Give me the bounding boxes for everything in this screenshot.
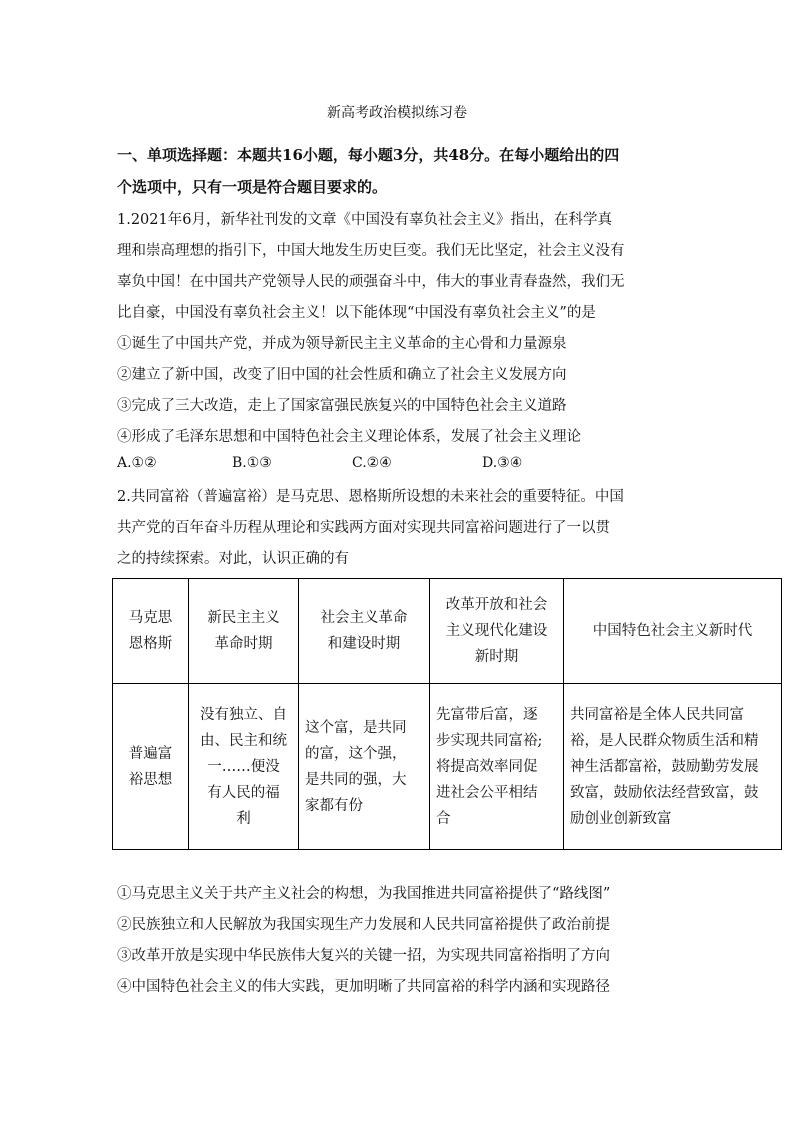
- q1-stem-line-2: 理和崇高理想的指引下，中国大地发生历史巨变。我们无比坚定，社会主义没有: [117, 243, 625, 259]
- row-cell-common-prosperity-idea: 普遍富 裕思想: [113, 684, 189, 850]
- q1-option-a: A.①②: [117, 455, 157, 471]
- q1-option-b: B.①③: [232, 455, 272, 471]
- table-row: [113, 684, 782, 850]
- q1-stem-line-1: 1.2021年6月，新华社刊发的文章《中国没有辜负社会主义》指出，在科学真: [117, 212, 612, 228]
- q1-statement-1: ①诞生了中国共产党，并成为领导新民主主义革命的主心骨和力量源泉: [117, 336, 567, 352]
- q2-statement-1: ①马克思主义关于共产主义社会的构想，为我国推进共同富裕提供了“路线图”: [117, 886, 611, 902]
- row-cell-new-democratic: 没有独立、自 由、民主和统 一……便没 有人民的福 利: [189, 684, 299, 850]
- header-cell-new-democratic: 新民主主义 革命时期: [189, 579, 299, 684]
- q1-stem-line-4: 比自豪，中国没有辜负社会主义！以下能体现“中国没有辜负社会主义”的是: [117, 305, 596, 321]
- section-heading-line-2: 个选项中，只有一项是符合题目要求的。: [117, 178, 388, 196]
- exam-title: 新高考政治模拟练习卷: [327, 105, 467, 121]
- section-heading-line-1: 一、单项选择题：本题共16小题，每小题3分，共48分。在每小题给出的四: [117, 146, 620, 164]
- q1-statement-3: ③完成了三大改造，走上了国家富强民族复兴的中国特色社会主义道路: [117, 398, 567, 414]
- q1-statement-4: ④形成了毛泽东思想和中国特色社会主义理论体系，发展了社会主义理论: [117, 429, 581, 445]
- q2-statement-3: ③改革开放是实现中华民族伟大复兴的关键一招，为实现共同富裕指明了方向: [117, 948, 610, 964]
- q1-statement-2: ②建立了新中国，改变了旧中国的社会性质和确立了社会主义发展方向: [117, 367, 567, 383]
- header-cell-new-era: 中国特色社会主义新时代: [564, 579, 782, 684]
- q1-stem-line-3: 辜负中国！在中国共产党领导人民的顽强奋斗中，伟大的事业青春盎然，我们无: [117, 274, 625, 290]
- q2-stem-line-2: 共产党的百年奋斗历程从理论和实践两方面对实现共同富裕问题进行了一以贯: [117, 520, 610, 536]
- header-cell-socialist-construction: 社会主义革命 和建设时期: [299, 579, 430, 684]
- header-cell-marx-engels: 马克思 恩格斯: [113, 579, 189, 684]
- header-cell-reform-opening: 改革开放和社会 主义现代化建设 新时期: [430, 579, 564, 684]
- row-cell-reform-opening: 先富带后富，逐 步实现共同富裕; 将提高效率同促 进社会公平相结 合: [430, 684, 564, 850]
- q2-stem-line-1: 2.共同富裕（普遍富裕）是马克思、恩格斯所设想的未来社会的重要特征。中国: [117, 489, 624, 505]
- q1-option-c: C.②④: [352, 455, 392, 471]
- q1-option-d: D.③④: [482, 455, 523, 471]
- q2-stem-line-3: 之的持续探索。对此，认识正确的有: [117, 551, 349, 567]
- q2-statement-4: ④中国特色社会主义的伟大实践，更加明晰了共同富裕的科学内涵和实现路径: [117, 979, 610, 995]
- wealth-history-table: [112, 578, 782, 850]
- row-cell-socialist-construction: 这个富，是共同 的富，这个强， 是共同的强，大 家都有份: [299, 684, 430, 850]
- table-header-row: [113, 579, 782, 684]
- row-cell-new-era: 共同富裕是全体人民共同富 裕，是人民群众物质生活和精 神生活都富裕，鼓励勤劳发展 致富，鼓励依法经营致富，鼓 励创业创新致富: [564, 684, 782, 850]
- q2-statement-2: ②民族独立和人民解放为我国实现生产力发展和人民共同富裕提供了政治前提: [117, 917, 610, 933]
